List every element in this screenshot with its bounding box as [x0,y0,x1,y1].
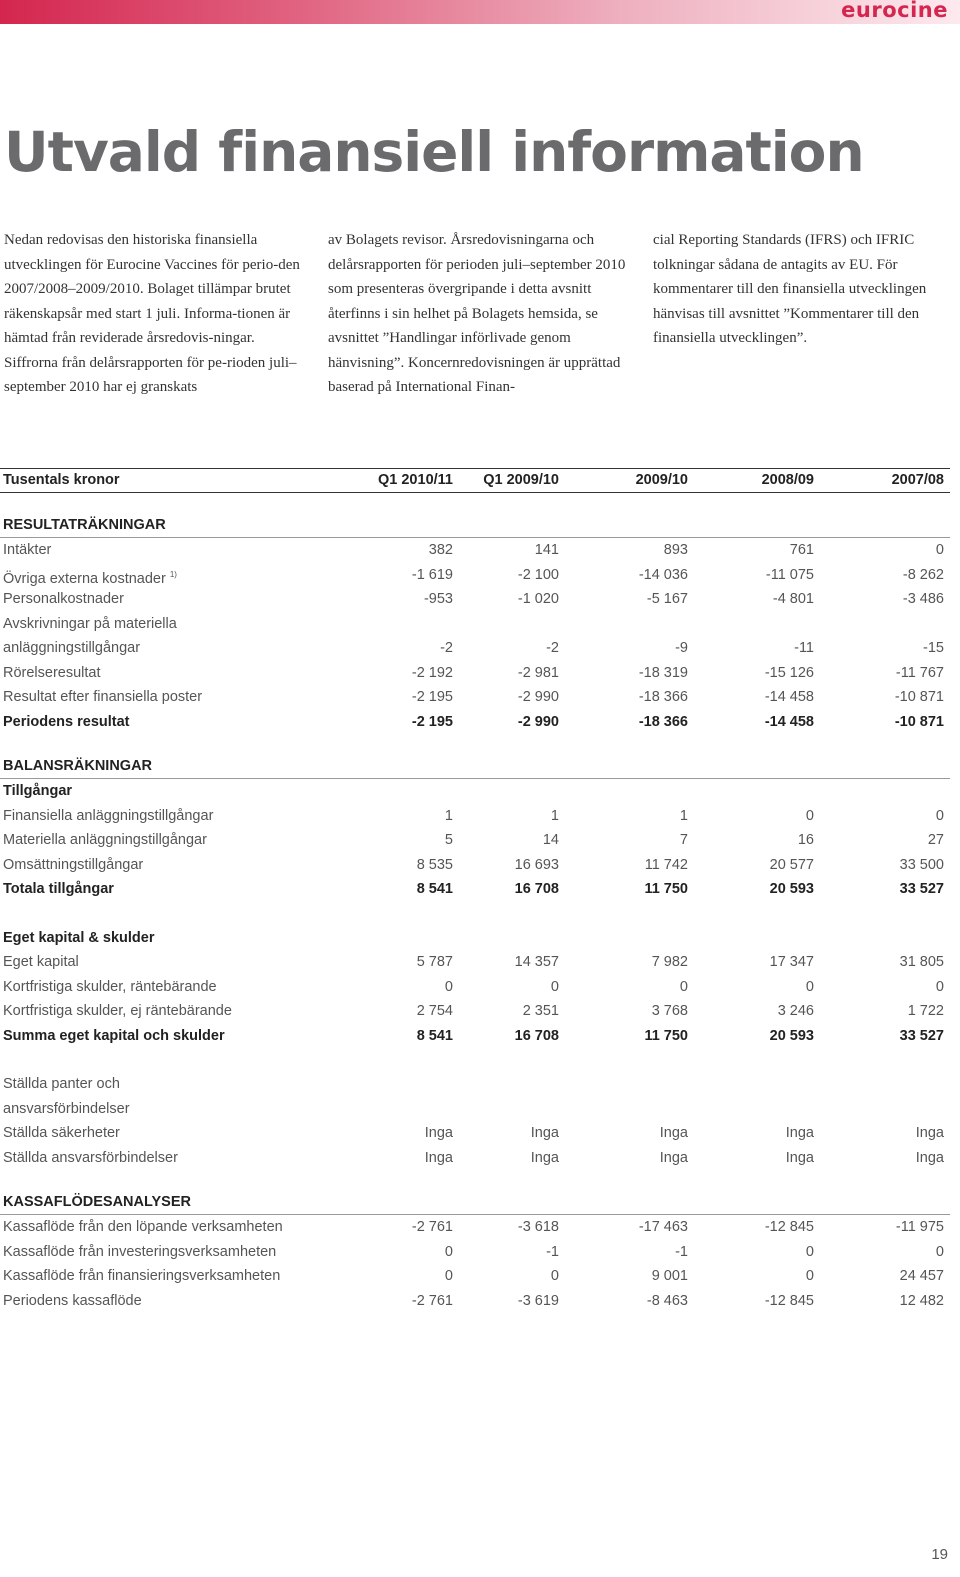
row-label [3,636,140,661]
row-label: Summa eget kapital och skulder [3,1027,225,1044]
subsection-label: Eget kapital & skulder [3,929,155,946]
cell: 0 [805,1243,814,1260]
panter-title-line [0,1072,950,1097]
row-label-text: Avskrivningar på materiella [3,615,177,632]
section-title-kassa [0,1190,950,1215]
cell: 8 541 [416,1027,453,1044]
cell: 382 [428,542,453,558]
row-label-text: Rörelseresultat [3,664,101,681]
cell: -3 619 [517,1292,559,1309]
cell: -8 463 [646,1292,688,1309]
row-label-text: Omsättningstillgångar [3,856,144,873]
cell: 11 750 [644,1027,688,1044]
row-label-text: Periodens kassaflöde [3,1292,142,1309]
row-label [3,1264,280,1289]
table-row [0,1240,950,1265]
table-row [0,563,950,588]
cell: -15 [923,640,944,656]
header-col: 2007/08 [891,472,944,488]
row-label-text: Kortfristiga skulder, räntebärande [3,978,217,995]
row-label-text: Resultat efter finansiella poster [3,689,203,705]
row-label-text: Ställda ansvarsförbindelser [3,1149,178,1166]
table-row [0,1289,950,1314]
cell: -2 [546,640,559,656]
cell: -18 366 [638,713,688,730]
section-label: BALANSRÄKNINGAR [3,758,153,774]
row-label-text: Finansiella anläggningstillgångar [3,807,214,824]
cell: 33 527 [899,1027,944,1044]
table-row [0,538,950,563]
table-row [0,999,950,1024]
cell: 0 [805,1268,814,1284]
cell: Inga [424,1149,453,1166]
cell: 0 [679,978,688,995]
row-label: ansvarsförbindelser [3,1100,130,1117]
eget-rows [0,950,950,1024]
cell: Inga [915,1125,944,1141]
table-row [0,1146,950,1171]
row-label-text: Kassaflöde från investeringsverksamheten [3,1243,277,1260]
intro-column-3: cial Reporting Standards (IFRS) och IFRIC tolkningar sådana de antagits av EU. För kommentarer till den finansiella utvecklingen hänvisas till avsnittet ”Kommentarer till den finansiella utvecklingen”. [653,232,927,346]
cell: 0 [935,978,944,995]
row-label [3,950,79,975]
cell: Inga [915,1149,944,1166]
table-row [0,612,950,637]
cell: 9 001 [651,1268,688,1284]
cell: -11 [794,640,814,656]
header-col: 2009/10 [635,472,688,488]
cell: -2 195 [411,689,453,705]
cell: -3 618 [517,1219,559,1235]
cell: -12 845 [764,1292,814,1309]
row-label [3,1215,283,1240]
cell: 1 [444,807,453,824]
cell: -11 975 [895,1219,944,1235]
cell: 20 577 [769,856,814,873]
header-label: Tusentals kronor [3,472,120,488]
row-label [3,853,143,878]
cell: 7 982 [651,954,688,970]
cell: -11 075 [765,566,814,583]
cell: 11 742 [644,856,688,873]
cell: -2 761 [411,1292,453,1309]
cell: Inga [659,1125,688,1141]
cell: 893 [663,542,688,558]
cell: 0 [935,542,944,558]
cell: 16 708 [514,881,559,897]
cell: 14 357 [514,954,559,970]
cell: -8 262 [902,566,944,583]
cell: 5 787 [416,954,453,970]
cell: -14 036 [638,566,688,583]
cell: 17 347 [769,954,814,970]
cell: -10 871 [894,689,944,705]
cell: -2 192 [411,664,453,681]
table-row [0,950,950,975]
table-row [0,1121,950,1146]
section-label: KASSAFLÖDESANALYSER [3,1194,191,1210]
section-title-balans [0,754,950,779]
table-row [0,804,950,829]
tillgangar-rows [0,804,950,878]
cell: -18 366 [638,689,688,705]
financial-table [0,468,950,1313]
cell: Inga [785,1149,814,1166]
row-label [3,975,217,1000]
cell: 0 [444,1243,453,1260]
intro-column-1: Nedan redovisas den historiska finansiella utvecklingen för Eurocine Vaccines för perio-den 2007/2008–2009/2010. Bolaget tillämpar brutet räkenskapsår med start 1 juli. Informa-tionen är hämtad från reviderade årsredovis-ningar. Siffrorna från delårsrapporten för pe-rioden juli–september 2010 har ej granskats [4,232,300,395]
cell: -11 767 [895,664,944,681]
cell: 1 722 [907,1003,944,1019]
row-label [3,804,213,829]
table-row [0,828,950,853]
header-col: 2008/09 [761,472,814,488]
row-label [3,538,51,563]
row-label-text: Eget kapital [3,954,79,970]
cell: 2 754 [416,1003,453,1019]
subsection-title [0,926,950,951]
cell: 24 457 [899,1268,944,1284]
cell: -1 020 [517,591,559,607]
cell: 0 [444,978,453,995]
row-label [3,1289,142,1314]
cell: 12 482 [899,1292,944,1309]
eurocine-logo: eurocine [841,0,948,22]
cell: 0 [935,1243,944,1260]
table-row [0,661,950,686]
table-row [0,853,950,878]
section-title-resultat [0,513,950,538]
cell: -15 126 [764,664,814,681]
panter-rows [0,1121,950,1170]
row-label-text: Ställda säkerheter [3,1125,120,1141]
cell: 0 [444,1268,453,1284]
cell: 16 693 [514,856,559,873]
subsection-title [0,779,950,804]
cell: -1 [546,1243,559,1260]
total-row [0,710,950,735]
table-row [0,636,950,661]
row-label [3,587,124,612]
panter-title-line [0,1097,950,1122]
cell: 3 246 [777,1003,814,1019]
section-label: RESULTATRÄKNINGAR [3,517,166,533]
intro-column-2: av Bolagets revisor. Årsredovisningarna och delårsrapporten för perioden juli–september 2010 som presenteras övergripande i detta avsnitt återfinns i sin helhet på Bolagets hemsida, se avsnittet ”Handlingar införlivade genom hänvisning”. Koncernredovisningen är upprättad baserad på International Finan- [328,232,626,395]
footnote-marker: 1) [169,569,177,579]
cell: -2 [440,640,453,656]
cell: Inga [530,1125,559,1141]
cell: 16 708 [514,1027,559,1044]
row-label [3,1121,120,1146]
row-label [3,612,177,637]
cell: Inga [659,1149,688,1166]
row-label-text: Materiella anläggningstillgångar [3,832,207,848]
resultat-rows [0,538,950,710]
cell: 33 500 [899,856,944,873]
total-row [0,877,950,902]
row-label [3,685,202,710]
row-label-text: Kortfristiga skulder, ej räntebärande [3,1003,232,1019]
cell: 33 527 [899,881,944,897]
cell: 14 [542,832,559,848]
cell: 11 750 [644,881,688,897]
cell: -18 319 [638,664,688,681]
cell: -2 990 [517,713,559,730]
row-label: Periodens resultat [3,713,130,730]
cell: 3 768 [651,1003,688,1019]
cell: -9 [675,640,688,656]
cell: -1 [675,1243,688,1260]
cell: 1 [550,807,559,824]
row-label [3,661,101,686]
row-label-text: Intäkter [3,542,52,558]
cell: -1 619 [411,566,453,583]
cell: 20 593 [769,1027,814,1044]
cell: 5 [444,832,453,848]
cell: -2 100 [517,566,559,583]
cell: -10 871 [894,713,944,730]
cell: -12 845 [764,1219,814,1235]
row-label [3,1146,178,1171]
page-number: 19 [931,1546,948,1563]
cell: -17 463 [638,1219,688,1235]
row-label [3,1240,276,1265]
cell: -14 458 [764,713,814,730]
cell: 141 [534,542,559,558]
cell: 0 [935,807,944,824]
cell: -2 981 [517,664,559,681]
cell: -4 801 [772,591,814,607]
cell: 0 [550,978,559,995]
table-row [0,587,950,612]
cell: 8 541 [416,881,453,897]
header-col: Q1 2009/10 [483,472,559,488]
cell: 761 [789,542,814,558]
table-header-row [0,468,950,493]
row-label [3,999,232,1024]
cell: 8 535 [416,856,453,873]
cell: -2 990 [517,689,559,705]
cell: Inga [530,1149,559,1166]
top-color-bar [0,0,960,24]
cell: 20 593 [769,881,814,897]
cell: -5 167 [646,591,688,607]
cell: -953 [423,591,453,607]
total-row [0,1024,950,1049]
row-label: Ställda panter och [3,1076,120,1092]
table-row [0,685,950,710]
row-label-text: Övriga externa kostnader [3,570,166,587]
row-label: Totala tillgångar [3,881,114,897]
row-label-text: Kassaflöde från den löpande verksamheten [3,1219,283,1235]
cell: 16 [797,832,814,848]
row-label-text: Kassaflöde från finansieringsverksamheten [3,1268,281,1284]
kassa-rows [0,1215,950,1313]
cell: 1 [679,807,688,824]
cell: -14 458 [764,689,814,705]
cell: 31 805 [899,954,944,970]
cell: -3 486 [902,591,944,607]
cell: 7 [679,832,688,848]
row-label [3,828,207,853]
cell: 2 351 [522,1003,559,1019]
cell: -2 195 [411,713,453,730]
subsection-label: Tillgångar [3,783,73,799]
cell: 0 [805,978,814,995]
cell: 0 [805,807,814,824]
row-label-text: anläggningstillgångar [3,640,141,656]
table-row [0,1215,950,1240]
cell: Inga [424,1125,453,1141]
cell: -2 761 [411,1219,453,1235]
table-row [0,975,950,1000]
table-row [0,1264,950,1289]
header-col: Q1 2010/11 [378,472,453,488]
cell: Inga [785,1125,814,1141]
cell: 27 [927,832,944,848]
cell: 0 [550,1268,559,1284]
row-label-text: Personalkostnader [3,591,124,607]
page-title: Utvald finansiell information [4,120,864,184]
